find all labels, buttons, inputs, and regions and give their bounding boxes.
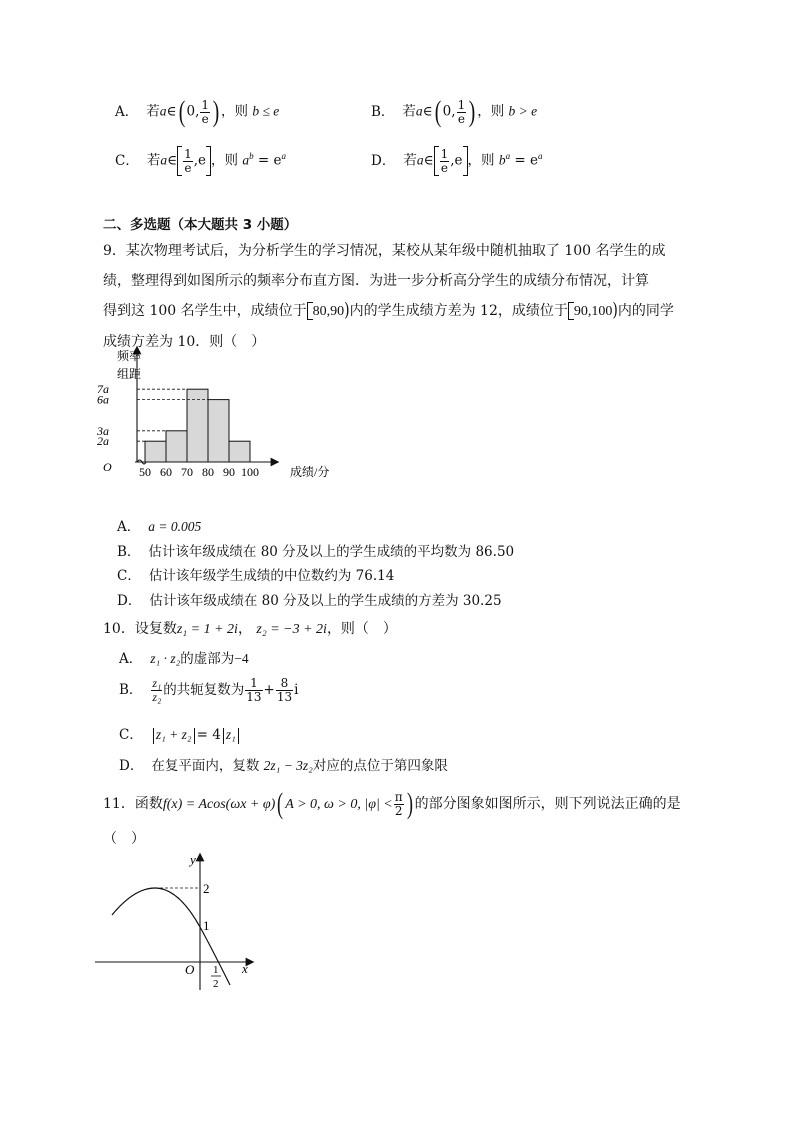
left-bracket [177,146,182,176]
q9-options [117,515,514,613]
q9-stem: 9．某次物理考试后，为分析学生的学习情况，某校从某年级中随机抽取了 100 名学生的成 绩，整理得到如图所示的频率分布直方图．为进一步分析高分学生的成绩分布情况，计算 得到这 100 名学生中，成绩位于 80,90)内的学生成绩方差为 12，成绩位于 90,100)内的同学 成绩方差为 10．则（ ） [103,243,674,350]
fraction: $\frac{1}{e}$ [457,97,466,126]
x-tick-label: 100 [241,465,259,479]
q11-stem: 11．函数f(x) = Acos(ωx + φ)( A > 0, ω > 0, |φ| < $\frac{\pi}{2}$ ) 的部分图象如图所示，则下列说法正确的是 [103,787,681,820]
frequency-histogram [95,345,330,515]
fraction: $\frac{1}{e}$ [201,97,210,126]
tick-2: 2 [203,881,210,896]
fraction: $\frac{1}{13}$ [246,676,262,704]
q10-option-a: A． z₁ · z₂的虚部为−4 [119,651,249,667]
fraction: $\frac{8}{13}$ [276,676,293,704]
q9-option-d: D． 估计该年级成绩在 80 分及以上的学生成绩的方差为 30.25 [117,592,502,609]
q8-option-b: B． 若a∈( 0, $\frac{1}{e}$ ) ，则 b > e [371,95,538,128]
x-tick-label: 60 [160,465,172,479]
section-title: 二、多选题（本大题共 3 小题） [103,217,298,233]
y-axis-label-bottom: 组距 [117,367,142,381]
q8-option-d: D． 若a∈ $\frac{1}{e}$ ,e ，则 $b^a = e^a$ [371,146,543,175]
option-label: C． [115,152,139,169]
y-tick-label: 7a [97,382,109,397]
y-label: y [190,852,196,867]
q9-option-a: A． a = 0.005 [117,519,202,535]
q8-option-a: A． 若a∈( 0, $\frac{1}{e}$ ) ，则 b ≤ e [115,95,280,128]
q9-option-b: B． 估计该年级成绩在 80 分及以上的学生成绩的平均数为 86.50 [117,543,515,560]
tick-1: 1 [203,918,210,933]
histogram-bar [145,441,166,462]
q10-option-d: D． 在复平面内，复数 2z₁ − 3z₂对应的点位于第四象限 [119,758,448,774]
left-bracket [434,146,439,176]
tick-half-den: 2 [213,978,219,990]
x-tick-label: 80 [202,465,214,479]
option-label: A． [115,103,139,120]
q8-option-c: C． 若a∈ $\frac{1}{e}$ ,e ，则 $a^b = e^a$ [115,146,286,175]
fraction: $\frac{1}{e}$ [440,146,449,175]
q10-stem: 10．设复数z₁ = 1 + 2i， z₂ = −3 + 2i，则（ ） [103,621,397,637]
cosine-graph [90,845,260,995]
y-axis-label-top: 频率 [117,349,142,363]
x-tick-label: 90 [223,465,235,479]
y-tick-label: 6a [97,392,109,407]
histogram-bar [208,400,229,462]
histogram-bar [187,389,208,462]
x-label: x [242,961,248,976]
x-tick-label: 70 [181,465,193,479]
x-axis-label: 成绩/分 [290,465,330,479]
q10-option-b: B． $\frac{\text{z₁}}{\text{z₂}}$ 的共轭复数为 $\frac{1}{13}$ + $\frac{8}{13}$ i [119,676,299,704]
origin-label: O [103,460,112,474]
x-tick-label: 50 [139,465,151,479]
origin-label: O [185,962,195,977]
fraction: $\frac{1}{e}$ [184,146,192,175]
q10-option-c: C． z₁ + z₂ = 4 z₁ [119,723,241,744]
q9-option-c: C． 估计该年级学生成绩的中位数约为 76.14 [117,568,395,584]
y-tick-label: 3a [97,423,109,438]
tick-half-num: 1 [213,964,219,976]
option-label: D． [371,152,396,169]
y-tick-label: 2a [97,434,109,449]
histogram-bar [166,431,187,462]
option-label: B． [371,103,395,120]
histogram-bar [229,441,250,462]
fraction: $\frac{\pi}{2}$ [394,789,403,818]
q11-paren: （ ） [103,831,145,847]
fraction: $\frac{\text{z₁}}{\text{z₂}}$ [152,676,162,704]
